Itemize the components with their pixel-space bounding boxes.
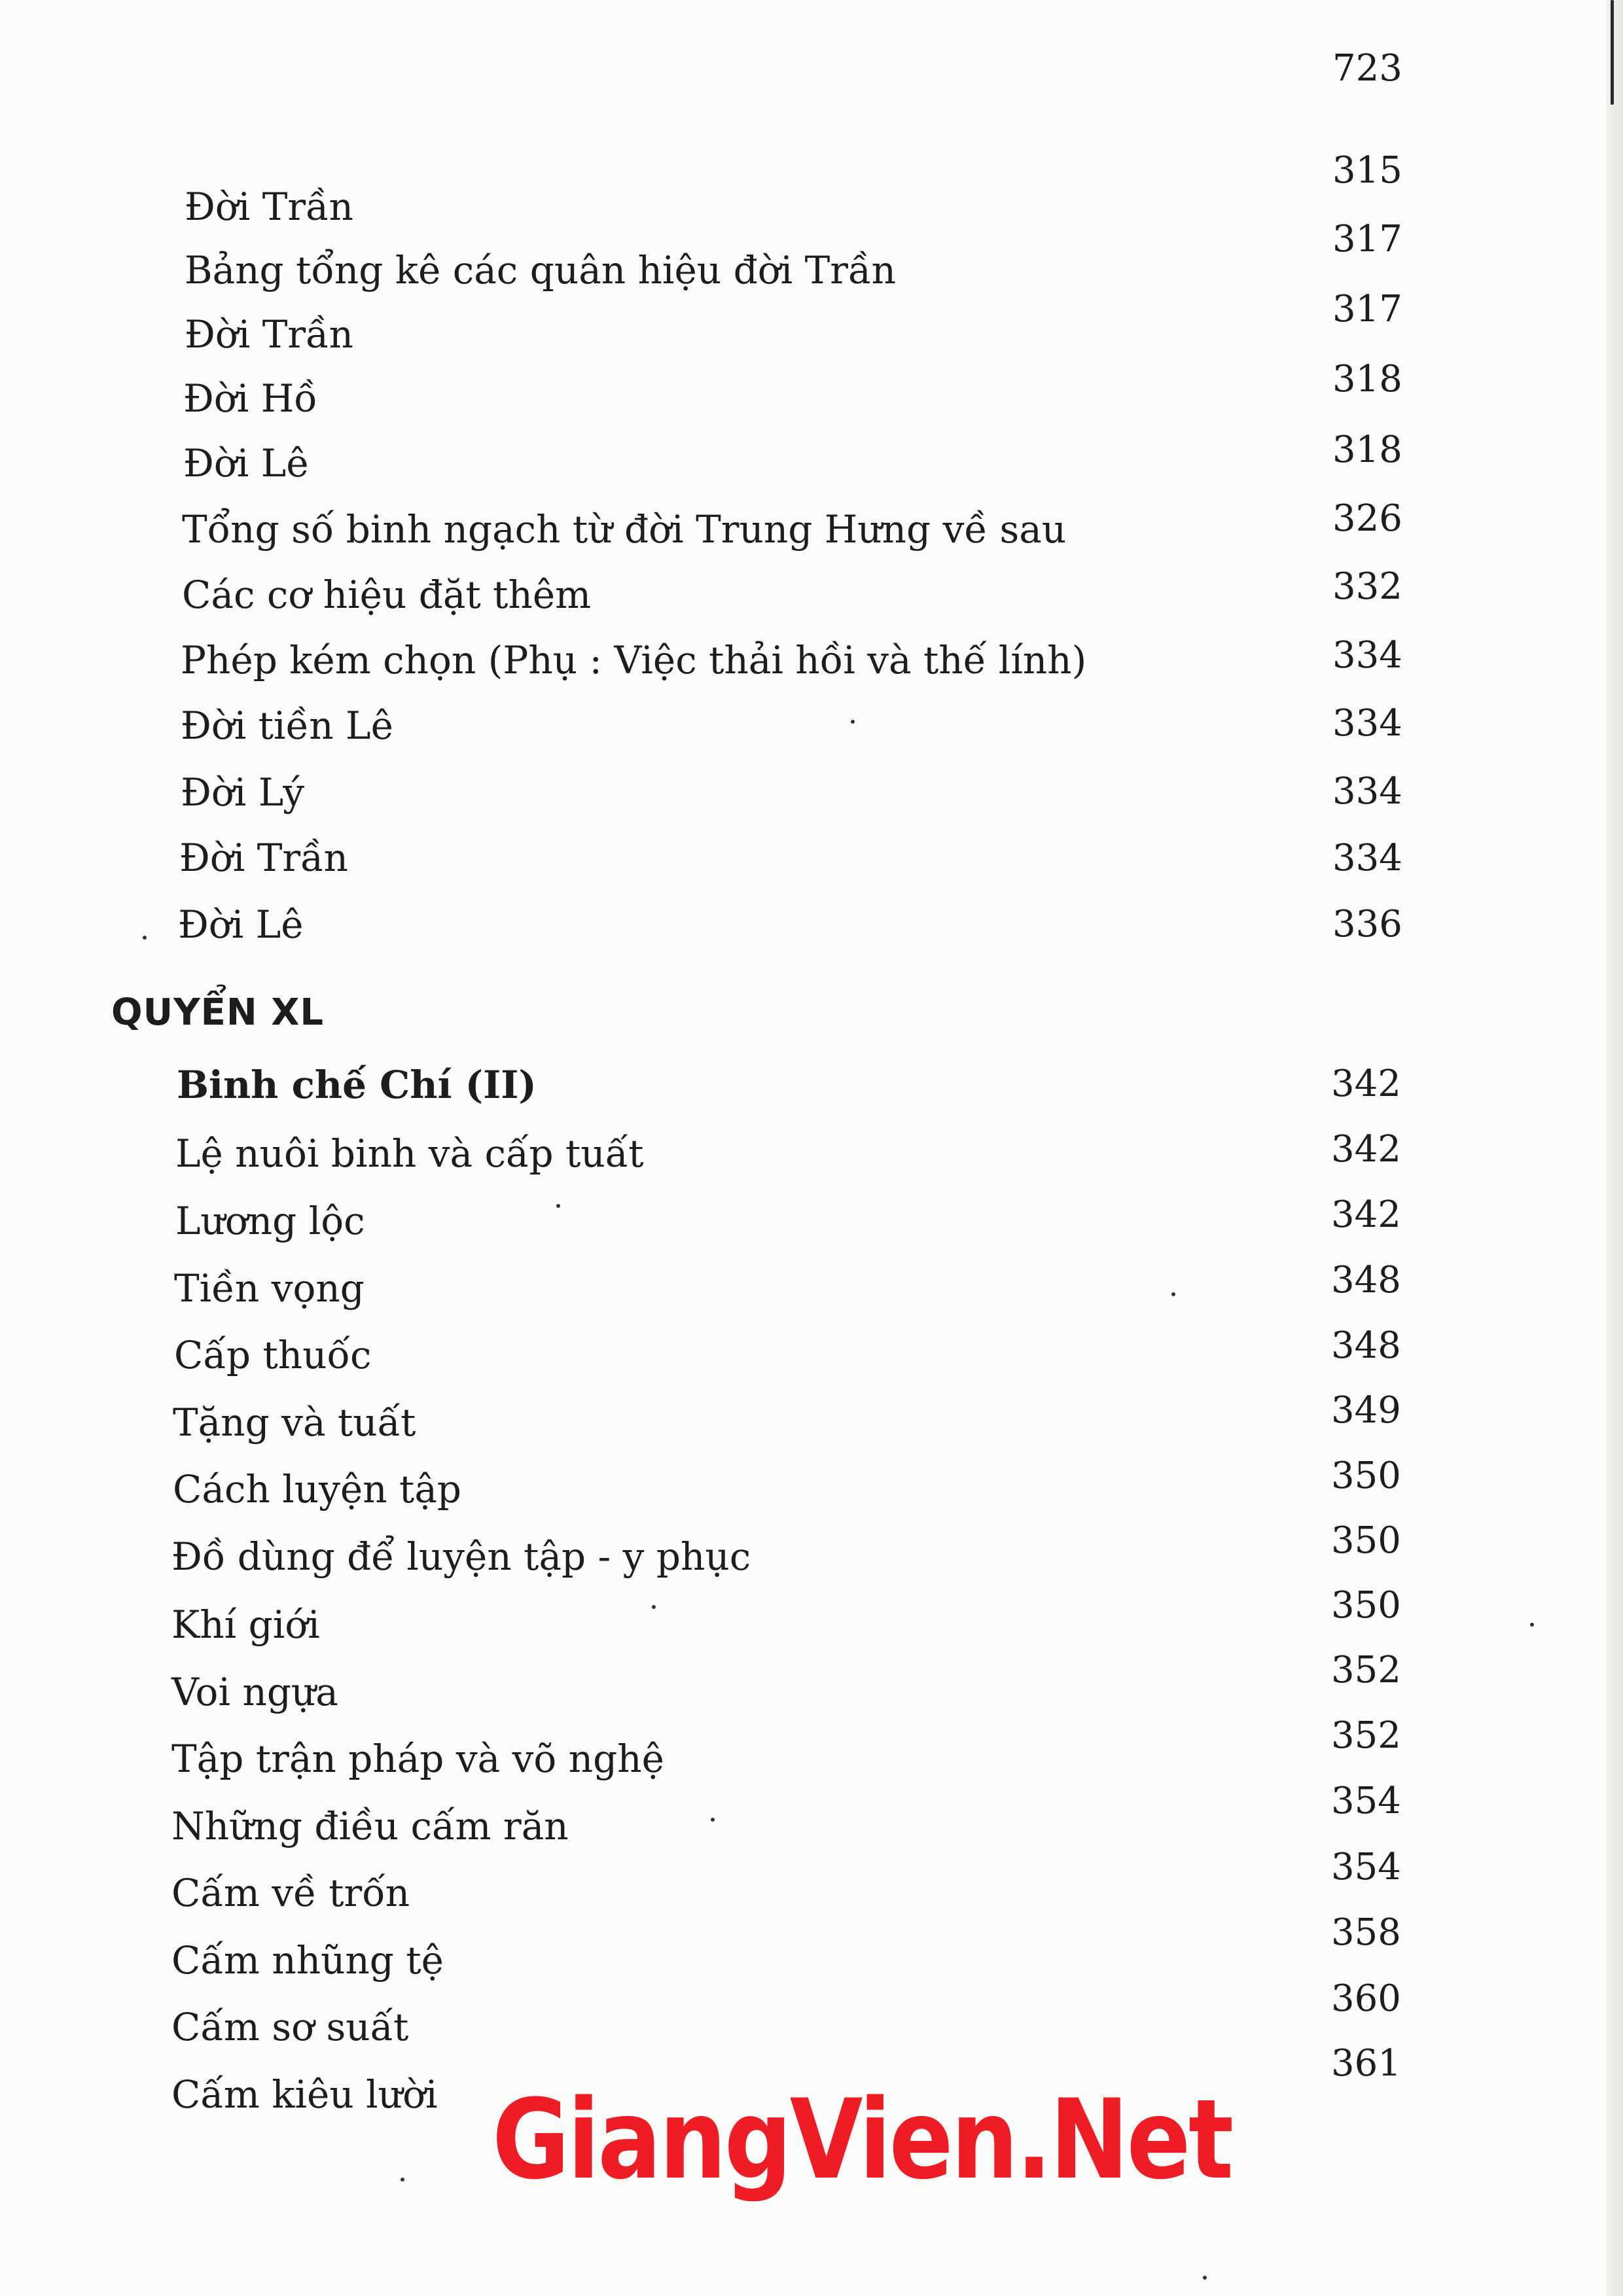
toc-entry-label: Cấp thuốc xyxy=(174,1333,372,1377)
toc-entry-label: Cấm nhũng tệ xyxy=(171,1938,444,1983)
toc-entry-page: 318 xyxy=(1332,358,1402,400)
toc-entry-page: 342 xyxy=(1331,1193,1401,1236)
watermark-logo: GiangVien.Net xyxy=(492,2075,1232,2204)
toc-entry-page: 326 xyxy=(1332,497,1402,540)
toc-entry-page: 348 xyxy=(1331,1259,1401,1301)
toc-entry-page: 352 xyxy=(1331,1714,1401,1757)
toc-entry-page: 348 xyxy=(1331,1324,1401,1367)
page-edge xyxy=(1606,0,1623,2296)
toc-entry-page: 360 xyxy=(1331,1977,1401,2020)
toc-entry-page: 350 xyxy=(1331,1519,1401,1562)
binding-mark xyxy=(1611,0,1614,105)
toc-entry-label: Cấm sơ suất xyxy=(171,2005,409,2049)
toc-entry-page: 315 xyxy=(1332,149,1402,192)
toc-entry-label: Đời Hồ xyxy=(183,376,317,421)
toc-entry-label: Voi ngựa xyxy=(171,1670,338,1714)
scan-speck xyxy=(143,936,147,940)
toc-entry-label: Các cơ hiệu đặt thêm xyxy=(182,573,592,617)
toc-entry-label: Cách luyện tập xyxy=(173,1467,462,1511)
page-number: 723 xyxy=(1332,47,1402,90)
toc-entry-page: 318 xyxy=(1332,429,1402,471)
scan-speck xyxy=(652,1605,656,1609)
toc-entry-page: 361 xyxy=(1331,2042,1401,2085)
toc-entry-page: 354 xyxy=(1331,1846,1401,1888)
toc-entry-page: 350 xyxy=(1331,1455,1401,1497)
toc-entry-label: Cấm về trốn xyxy=(171,1871,410,1915)
scan-speck xyxy=(401,2178,404,2181)
scan-speck xyxy=(1530,1623,1534,1627)
toc-entry-label: Tiền vọng xyxy=(174,1266,365,1311)
toc-entry-page: 317 xyxy=(1332,288,1402,330)
toc-entry-page: 342 xyxy=(1331,1063,1401,1105)
toc-entry-label: Tập trận pháp và võ nghệ xyxy=(171,1737,664,1781)
toc-entry-label: Đời Trần xyxy=(185,185,354,229)
scan-speck xyxy=(1171,1292,1175,1296)
toc-entry-page: 349 xyxy=(1331,1389,1401,1432)
scan-speck xyxy=(711,1818,715,1822)
toc-entry-page: 358 xyxy=(1331,1911,1401,1954)
toc-entry-page: 334 xyxy=(1332,634,1402,677)
toc-entry-label: Tổng số binh ngạch từ đời Trung Hưng về sau xyxy=(182,507,1067,552)
toc-entry-label: Đời Lê xyxy=(178,902,304,947)
toc-entry-label: Đời Trần xyxy=(185,312,354,357)
toc-entry-label: Lương lộc xyxy=(175,1199,365,1243)
toc-entry-label: Binh chế Chí (II) xyxy=(177,1063,537,1107)
toc-entry-page: 342 xyxy=(1331,1128,1401,1171)
toc-entry-label: Những điều cấm răn xyxy=(171,1804,569,1848)
toc-entry-label: Bảng tổng kê các quân hiệu đời Trần xyxy=(185,248,896,292)
toc-entry-page: 334 xyxy=(1332,702,1402,745)
toc-entry-label: Đời Lý xyxy=(181,770,304,815)
toc-entry-page: 354 xyxy=(1331,1780,1401,1822)
toc-entry-label: Đời Trần xyxy=(179,836,349,880)
section-heading: QUYỂN XL xyxy=(111,991,325,1034)
toc-entry-label: Lệ nuôi binh và cấp tuất xyxy=(175,1131,644,1176)
toc-entry-page: 332 xyxy=(1332,565,1402,608)
toc-entry-label: Đời tiền Lê xyxy=(181,703,393,748)
toc-entry-label: Cấm kiêu lười xyxy=(171,2072,438,2117)
toc-entry-page: 334 xyxy=(1332,837,1402,879)
scan-speck xyxy=(556,1204,560,1208)
toc-entry-page: 317 xyxy=(1332,218,1402,260)
scan-speck xyxy=(851,720,855,724)
toc-entry-page: 336 xyxy=(1332,903,1402,945)
toc-entry-label: Phép kém chọn (Phụ : Việc thải hồi và thế lính) xyxy=(181,638,1087,682)
scan-speck xyxy=(1203,2276,1207,2280)
toc-entry-page: 350 xyxy=(1331,1584,1401,1627)
toc-entry-page: 352 xyxy=(1331,1649,1401,1691)
toc-entry-page: 334 xyxy=(1332,770,1402,813)
toc-entry-label: Đời Lê xyxy=(183,441,309,486)
toc-entry-label: Tặng và tuất xyxy=(173,1400,416,1445)
toc-entry-label: Đồ dùng để luyện tập - y phục xyxy=(171,1534,751,1579)
toc-entry-label: Khí giới xyxy=(171,1602,320,1647)
